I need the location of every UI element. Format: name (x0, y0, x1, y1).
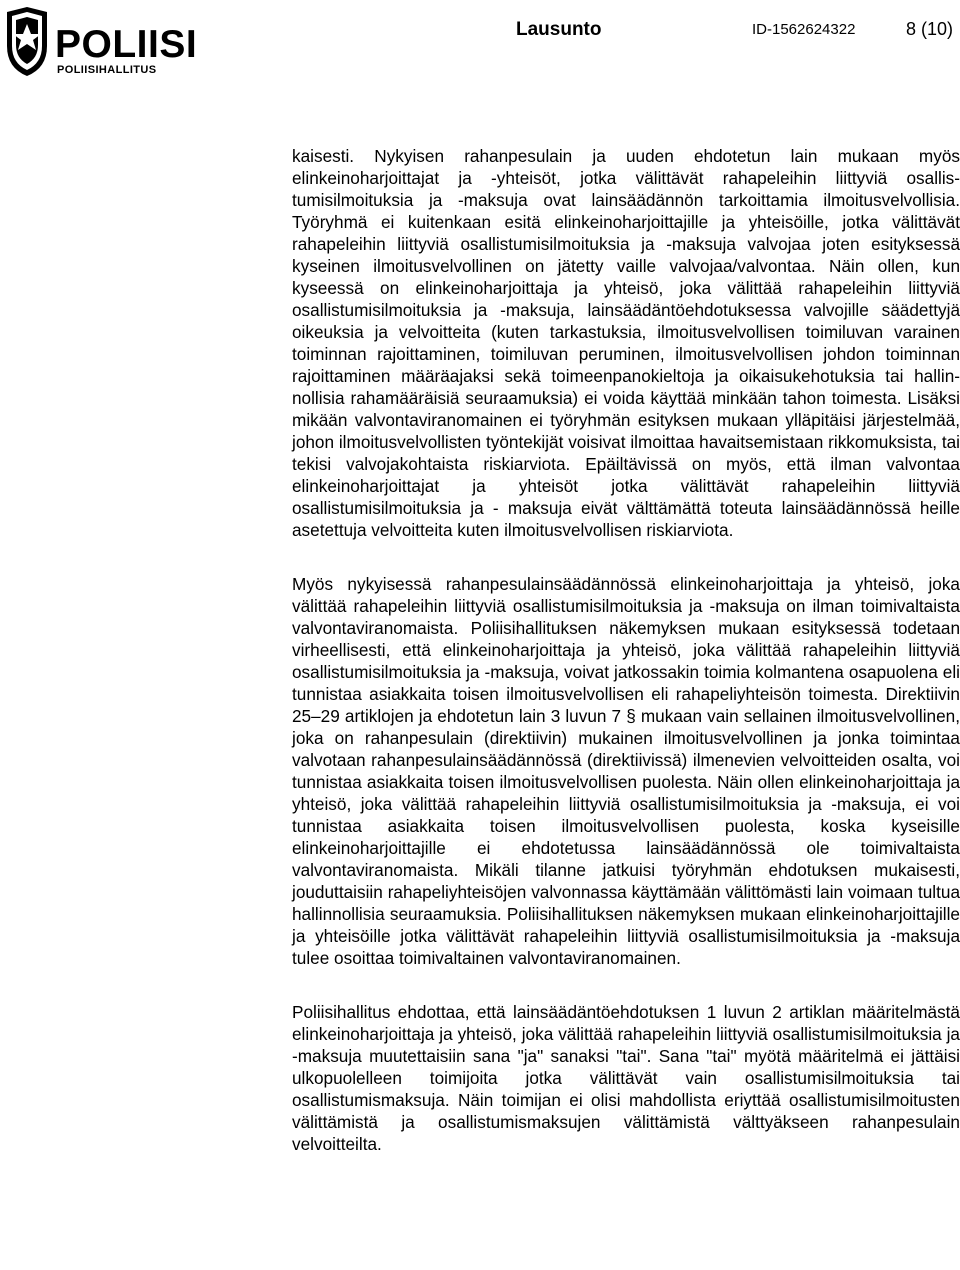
logo-wordmark: POLIISI (55, 23, 198, 66)
police-emblem-icon (5, 6, 49, 78)
document-body (292, 145, 960, 1187)
page-number: 8 (10) (906, 19, 954, 39)
document-type: Lausunto (516, 19, 602, 40)
paragraph: Myös nykyisessä rahanpesulainsäädännössä elinkeinoharjoittaja ja yhteisö, joka välittää rahapeleihin liittyviä osallistumisilmoituksia ja -maksuja on ilman toimivaltaista valvontaviranomaista. Poliisihallituksen näkemyksen mukaan esityksessä todetaan virheellisesti, että elinkeinoharjoittaja ja yhteisö, joka välittää rahapeleihin liittyviä osallistumisilmoituksia ja -maksuja, voivat jatkossakin toimia kolmantena osapuolena eli tunnistaa asiakkaita toisen ilmoitusvelvollisen eli rahapeliyhteisön toimesta. Direktiivin 25–29 artiklojen ja ehdotetun lain 3 luvun 7 § mukaan vain sellainen ilmoitusvelvollinen, joka on rahanpesulain (direktiivin) mukainen ilmoitusvelvollinen ja jonka toimintaa valvotaan rahanpesulainsäädännössä (direktiivissä) ilmenevien velvoitteiden osalta, voi tunnistaa asiakkaita toisen ilmoitusvelvollisen puolesta. Näin ollen elinkeinoharjoittaja ja yhteisö, joka välittää rahapeleihin liittyviä osallistumisilmoituksia ja -maksuja, ei voi tunnistaa asiakkaita toisen ilmoitusvelvollisen puolesta, koska kyseisille elinkeinoharjoittajille ei ehdotetussa lainsäädännössä ole toimivaltaista valvontaviranomaista. Mikäli tilanne jatkuisi työryhmän ehdotuksen mukaisesti, jouduttaisiin rahapeliyhteisöjen valvonnassa käyttämään välittömästi lain voimaan tultua hallinnollisia seuraamuksia. Poliisihallituksen näkemyksen mukaan elinkeinoharjoittajille ja yhteisöille jotka välittävät rahapeleihin liittyviä osallistumisilmoituksia ja -maksuja tulee osoittaa toimivaltainen valvontaviranomainen. (292, 574, 960, 968)
police-logo (5, 6, 220, 80)
paragraph: Poliisihallitus ehdottaa, että lainsäädäntöehdotuksen 1 luvun 2 artiklan määritelmästä elinkeinoharjoittaja ja yhteisö, joka välittää rahapeleihin liittyviä osallistumisilmoituksia ja -maksuja muutettaisiin sana "ja" sanaksi "tai". Sana "tai" myötä määritelmä ei jättäisi ulkopuolelleen toimijoita jotka välittävät vain osallistumisilmoituksia tai osallistumismaksuja. Näin toimijan ei olisi mahdollista eriyttää osallistumisilmoitusten välittämistä ja osallistumismaksujen välittämistä välttyäkseen rahanpesulain velvoitteilta. (292, 1002, 960, 1154)
paragraph: kaisesti. Nykyisen rahanpesulain ja uuden ehdotetun lain mukaan myös elinkeinoharjoittajat ja -yhteisöt, jotka välittävät rahapeleihin liittyviä osallistumisilmoituksia ja -maksuja ovat lainsäädännön tarkoittamia ilmoitusvelvollisia. Työryhmä ei kuitenkaan esitä elinkeinoharjoittajille ja yhteisöille, jotka välittävät rahapeleihin liittyviä osallistumisilmoituksia ja -maksuja valvojaa joten esityksessä kyseinen ilmoitusvelvollinen on jätetty vaille valvojaa/valvontaa. Näin ollen, kun kyseessä on elinkeinoharjoittaja ja yhteisö, joka välittää rahapeleihin liittyviä osallistumisilmoituksia ja -maksuja, lainsäädäntöehdotuksessa valvojille säädettyjä oikeuksia ja velvoitteita (kuten tarkastuksia, ilmoitusvelvollisen toimiluvan varainen toiminnan rajoittaminen, toimiluvan peruminen, ilmoitusvelvollisen johdon toiminnan rajoittaminen määräajaksi sekä toimeenpanokieltoja ja oikaisukehotuksia tai hallinnollisia rahamääräisiä seuraamuksia) ei voida käyttää minkään tahon toimesta. Lisäksi mikään valvontaviranomainen ei työryhmän esityksen mukaan ylläpitäisi järjestelmää, johon ilmoitusvelvollisten työntekijät voisivat ilmoittaa havaitsemistaan rikkomuksista, tai tekisi valvojakohtaista riskiarviota. Epäiltävissä on myös, että ilman valvontaa elinkeinoharjoittajat ja yhteisöt jotka välittävät rahapeleihin liittyviä osallistumisilmoituksia ja - maksuja eivät välttämättä toteuta lainsäädännössä heille asetettuja velvoitteita kuten ilmoitusvelvollisen riskiarviota. (292, 146, 960, 540)
logo-subtitle: POLIISIHALLITUS (57, 64, 157, 76)
document-id: ID-1562624322 (752, 21, 856, 38)
